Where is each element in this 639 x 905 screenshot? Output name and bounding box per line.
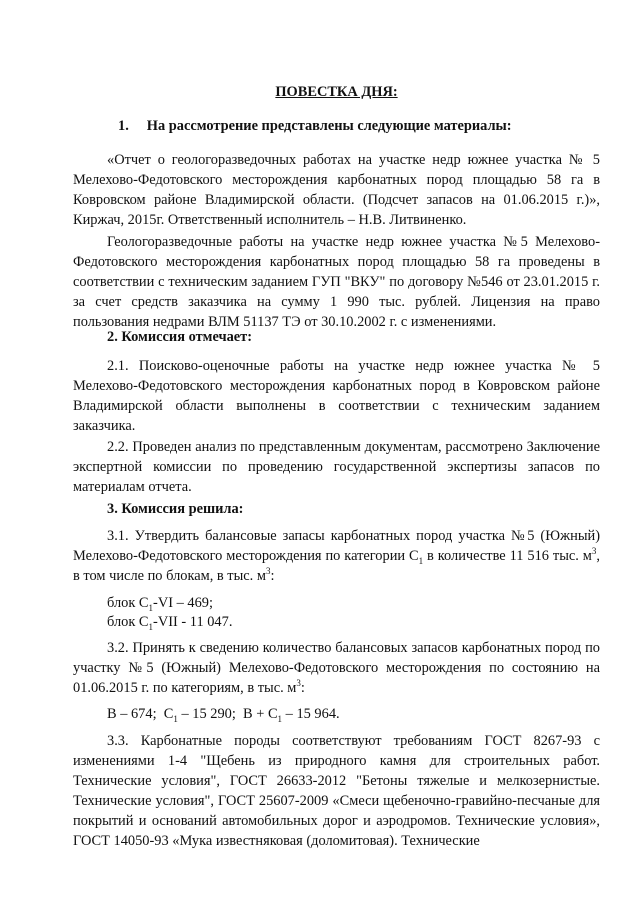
categories-line xyxy=(107,704,340,724)
p31-subscript: 1 xyxy=(418,555,424,566)
block-line-2 xyxy=(107,612,232,632)
p32-text-b: : xyxy=(300,680,305,696)
section-2-paragraph-1: 2.1. Поисково-оценочные работы на участке недр южнее участка № 5 Мелехово-Федотовского месторождения карбонатных пород в Ковровском районе Владимирской области выполнены в соответствии с техническим заданием заказчика. xyxy=(73,358,600,434)
section-1-heading: 1. На рассмотрение представлены следующие материалы: xyxy=(118,118,512,134)
block-line-1 xyxy=(107,593,213,613)
p31-text-a: 3.1. Утвердить балансовые запасы карбонатных пород участка №5 (Южный) Мелехово-Федотовского месторождения по категории С xyxy=(73,528,600,564)
cat-subscript-1: 1 xyxy=(173,713,178,724)
section-1-paragraph-2: Геологоразведочные работы на участке недр южнее участка №5 Мелехово-Федотовского месторождения карбонатных пород площадью 58 га проведены в соответствии с техническим заданием ГУП "ВКУ" по договору №546 от 23.01.2015 г. за счет средств заказчика на сумму 1 990 тыс. рублей. Лицензия на право пользования недрами ВЛМ 51137 ТЭ от 30.10.2002 г. с изменениями. xyxy=(73,234,600,330)
cat-subscript-2: 1 xyxy=(277,713,283,724)
p31-text-c: , в том числе по блокам, в тыс. м xyxy=(73,548,600,584)
block-2-label: блок С xyxy=(107,614,149,630)
p31-superscript-2: 3 xyxy=(265,566,271,577)
section-3-heading: 3. Комиссия решила: xyxy=(107,501,244,517)
p31-superscript-1: 3 xyxy=(591,546,597,557)
p31-text-d: : xyxy=(270,568,275,584)
block-2-subscript: 1 xyxy=(148,621,154,632)
block-1-subscript: 1 xyxy=(148,602,154,613)
section-3-paragraph-2 xyxy=(73,638,600,698)
section-3-paragraph-3: 3.3. Карбонатные породы соответствуют требованиям ГОСТ 8267-93 с изменениями 1-4 "Щебень из природного камня для строительных работ. Технические условия", ГОСТ 26633-2012 "Бетоны тяжелые и мелкозернистые. Технические условия", ГОСТ 25607-2009 «Смеси щебеночно-гравийно-песчаные для покрытий и оснований автомобильных дорог и аэродромов. Технические условия», ГОСТ 14050-93 «Мука известняковая (доломитовая). Технические xyxy=(73,733,600,849)
cat-text-c: – 15 964. xyxy=(282,706,340,722)
page-title: ПОВЕСТКА ДНЯ: xyxy=(275,84,398,100)
p31-text-b: в количестве 11 516 тыс. м xyxy=(423,548,592,564)
p32-text-a: 3.2. Принять к сведению количество балансовых запасов карбонатных пород по участку №5 (Южный) Мелехово-Федотовского месторождения по состоянию на 01.06.2015 г. по категориям, в тыс. м xyxy=(73,640,600,696)
section-2-heading: 2. Комиссия отмечает: xyxy=(107,329,253,345)
p32-superscript: 3 xyxy=(296,678,301,689)
cat-text-a: В – 674; С xyxy=(107,706,174,722)
document-page xyxy=(73,0,600,905)
block-1-label: блок С xyxy=(107,595,149,611)
block-2-value: -VII - 11 047. xyxy=(153,614,233,630)
cat-text-b: – 15 290; В + С xyxy=(177,706,278,722)
section-1-paragraph-1: «Отчет о геологоразведочных работах на участке недр южнее участка № 5 Мелехово-Федотовского месторождения карбонатных пород площадью 58 га в Ковровском районе Владимирской области. (Подсчет запасов на 01.06.2015 г.)», Киржач, 2015г. Ответственный исполнитель – Н.В. Литвиненко. xyxy=(73,152,600,228)
section-2-paragraph-2: 2.2. Проведен анализ по представленным документам, рассмотрено Заключение экспертной комиссии по проведению государственной экспертизы запасов по материалам отчета. xyxy=(73,439,600,495)
section-3-paragraph-1 xyxy=(73,526,600,586)
block-1-value: -VI – 469; xyxy=(153,595,213,611)
